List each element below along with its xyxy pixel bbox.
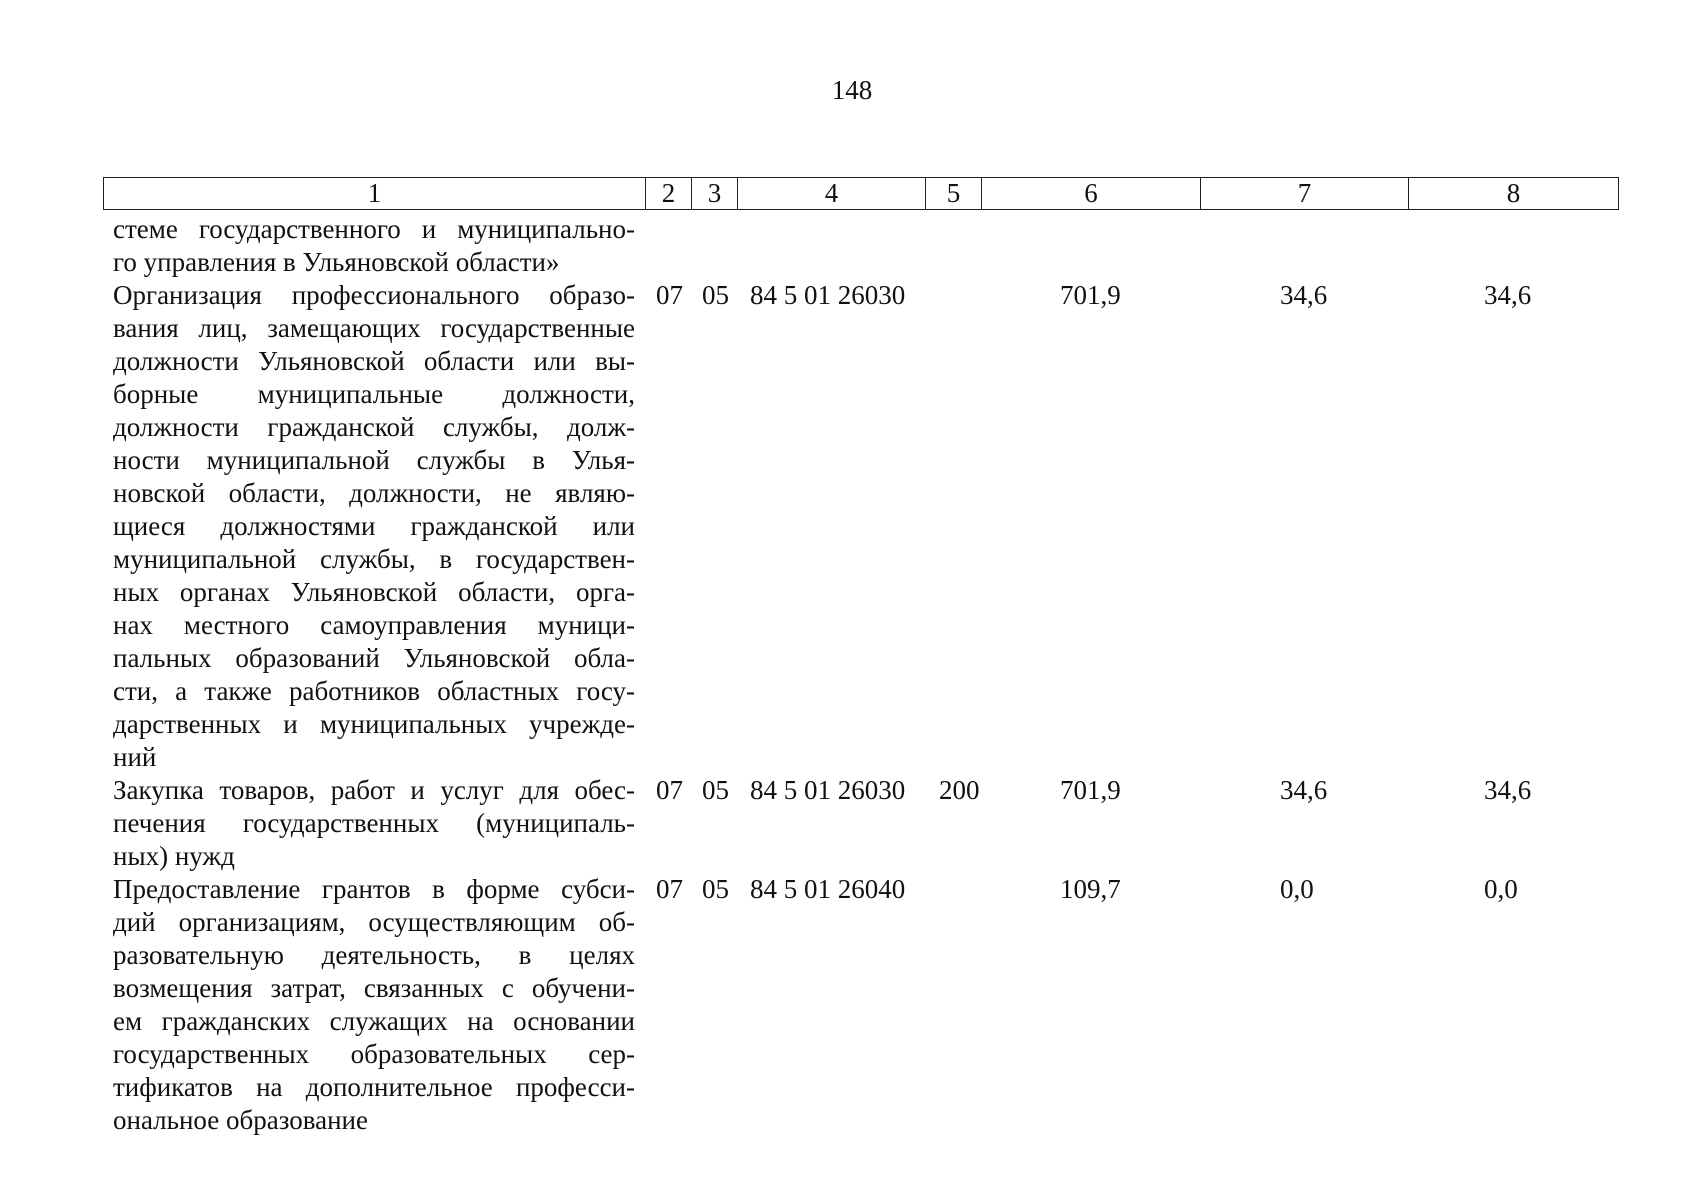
row-description bbox=[113, 213, 635, 279]
cell-col-7: 34,6 bbox=[1280, 280, 1328, 310]
description-line: тификатов на дополнительное професси- bbox=[113, 1072, 635, 1102]
cell-col-8: 34,6 bbox=[1484, 775, 1532, 805]
cell-col-5: 200 bbox=[939, 775, 980, 805]
page-number: 148 bbox=[831, 75, 873, 105]
description-line: нах местного самоуправления муници- bbox=[113, 610, 635, 640]
cell-col-4: 84 5 01 26030 bbox=[750, 280, 906, 310]
description-line: должности гражданской службы, долж- bbox=[113, 412, 635, 442]
cell-col-4: 84 5 01 26030 bbox=[750, 775, 906, 805]
description-line: вания лиц, замещающих государственные bbox=[113, 313, 635, 343]
cell-col-2: 07 bbox=[656, 280, 683, 310]
table-row bbox=[0, 279, 1704, 774]
cell-col-3: 05 bbox=[702, 775, 729, 805]
description-line: ем гражданских служащих на основании bbox=[113, 1006, 635, 1036]
description-line: дарственных и муниципальных учрежде- bbox=[113, 709, 635, 739]
cell-col-3: 05 bbox=[702, 280, 729, 310]
table-header-row bbox=[103, 177, 1619, 210]
description-line: муниципальной службы, в государствен- bbox=[113, 544, 635, 574]
column-header-4: 4 bbox=[738, 178, 926, 209]
cell-col-6: 701,9 bbox=[1060, 775, 1121, 805]
description-line: новской области, должности, не являю- bbox=[113, 478, 635, 508]
table-row bbox=[0, 873, 1704, 1137]
description-line: ний bbox=[113, 742, 157, 772]
cell-col-6: 109,7 bbox=[1060, 874, 1121, 904]
cell-col-2: 07 bbox=[656, 874, 683, 904]
description-line: го управления в Ульяновской области» bbox=[113, 247, 560, 277]
description-line: ональное образование bbox=[113, 1105, 368, 1135]
cell-col-4: 84 5 01 26040 bbox=[750, 874, 906, 904]
cell-col-8: 0,0 bbox=[1484, 874, 1518, 904]
column-header-2: 2 bbox=[646, 178, 692, 209]
description-line: борные муниципальные должности, bbox=[113, 379, 635, 409]
row-description bbox=[113, 873, 635, 1137]
description-line: Организация профессионального образо- bbox=[113, 280, 635, 310]
cell-col-2: 07 bbox=[656, 775, 683, 805]
cell-col-3: 05 bbox=[702, 874, 729, 904]
description-line: дий организациям, осуществляющим об- bbox=[113, 907, 635, 937]
column-header-7: 7 bbox=[1201, 178, 1409, 209]
column-header-1: 1 bbox=[104, 178, 646, 209]
row-description bbox=[113, 774, 635, 873]
description-line: Закупка товаров, работ и услуг для обес- bbox=[113, 775, 635, 805]
column-header-3: 3 bbox=[692, 178, 738, 209]
column-header-6: 6 bbox=[982, 178, 1201, 209]
table-body bbox=[0, 213, 1704, 1137]
cell-col-7: 0,0 bbox=[1280, 874, 1314, 904]
description-line: должности Ульяновской области или вы- bbox=[113, 346, 635, 376]
row-description bbox=[113, 279, 635, 774]
description-line: сти, а также работников областных госу- bbox=[113, 676, 635, 706]
description-line: стеме государственного и муниципально- bbox=[113, 214, 635, 244]
column-header-5: 5 bbox=[926, 178, 982, 209]
description-line: государственных образовательных сер- bbox=[113, 1039, 635, 1069]
description-line: возмещения затрат, связанных с обучени- bbox=[113, 973, 635, 1003]
description-line: щиеся должностями гражданской или bbox=[113, 511, 635, 541]
table-row bbox=[0, 213, 1704, 279]
cell-col-7: 34,6 bbox=[1280, 775, 1328, 805]
description-line: разовательную деятельность, в целях bbox=[113, 940, 635, 970]
cell-col-6: 701,9 bbox=[1060, 280, 1121, 310]
description-line: печения государственных (муниципаль- bbox=[113, 808, 635, 838]
cell-col-8: 34,6 bbox=[1484, 280, 1532, 310]
description-line: ных) нужд bbox=[113, 841, 235, 871]
description-line: Предоставление грантов в форме субси- bbox=[113, 874, 635, 904]
description-line: пальных образований Ульяновской обла- bbox=[113, 643, 635, 673]
description-line: ности муниципальной службы в Улья- bbox=[113, 445, 635, 475]
column-header-8: 8 bbox=[1506, 178, 1521, 208]
table-row bbox=[0, 774, 1704, 873]
description-line: ных органах Ульяновской области, орга- bbox=[113, 577, 635, 607]
